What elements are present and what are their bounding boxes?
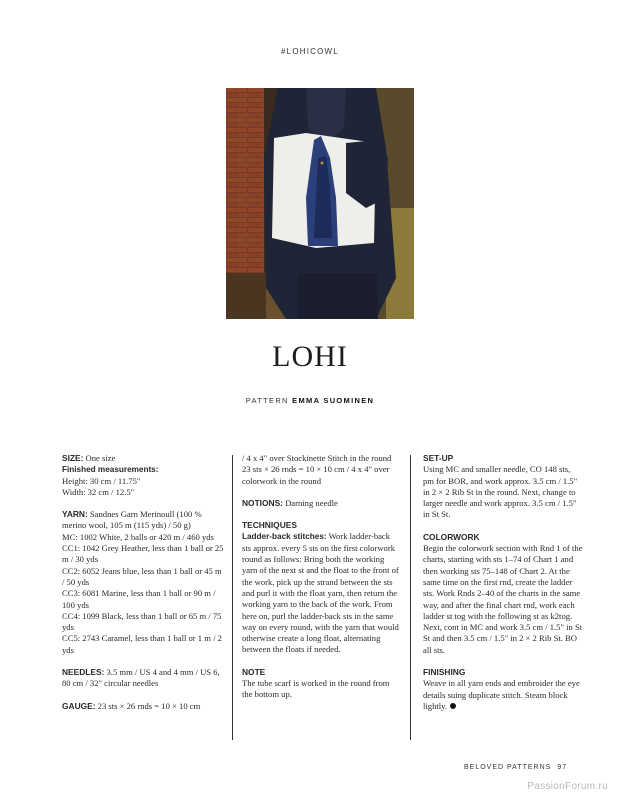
ladder-back-label: Ladder-back stitches: — [242, 532, 327, 542]
notions-value: Darning needle — [282, 497, 338, 508]
byline — [0, 396, 620, 405]
techniques-heading: TECHNIQUES — [242, 520, 297, 531]
colorwork-value: Begin the colorwork section with Rnd 1 of the charts, starting with sts 1–74 of Chart 1 and then working sts 75–148 of Chart 2. At the same time on the first rnd, create the ladder sts. Work Rnds 2–40 of the charts in the same way, and after the final chart rnd, work each ladder st tog with the following st as k2tog. Next, cont in MC and work 3.5 cm / 1.5" in St St and then 3.5 cm / 1.5" in 2 × 2 Rib St. BO all sts. — [423, 543, 583, 655]
gauge-continued-2: 23 sts × 26 rnds = 10 × 10 cm / 4 x 4" over colorwork in the round — [242, 464, 390, 486]
yarn-cc2: CC2: 6052 Jeans blue, less than 1 ball or 45 m / 50 yds — [62, 565, 222, 587]
column-3 — [423, 453, 583, 712]
gauge-continued-1: / 4 x 4" over Stockinette Stitch in the round — [242, 453, 392, 463]
yarn-cc4: CC4: 1099 Black, less than 1 ball or 65 m / 75 yds — [62, 610, 222, 633]
yarn-label: YARN: — [62, 509, 88, 520]
end-mark-icon — [450, 703, 456, 709]
finished-measurements-label: Finished measurements: — [62, 465, 159, 475]
gauge-label: GAUGE: — [62, 700, 96, 711]
setup-value: Using MC and smaller needle, CO 148 sts, pm for BOR, and work approx. 3.5 cm / 1.5" in 2 × 2 Rib St in the round. Next, change to larger needle and work approx. 3.5 cm / 1.5" in St St. — [423, 464, 578, 520]
yarn-cc5: CC5: 2743 Caramel, less than 1 ball or 1 m / 2 yds — [62, 633, 222, 655]
column-divider-right — [410, 455, 411, 740]
page-number: 97 — [557, 764, 568, 771]
size-value: One size — [83, 453, 116, 463]
yarn-mc: MC: 1002 White, 2 balls or 420 m / 460 yds — [62, 531, 214, 542]
needles-label: NEEDLES: — [62, 667, 105, 678]
width-value: Width: 32 cm / 12.5" — [62, 486, 135, 497]
column-2 — [242, 453, 400, 701]
column-divider-left — [232, 455, 233, 740]
note-value: The tube scarf is worked in the round from the bottom up. — [242, 678, 390, 700]
yarn-cc3: CC3: 6081 Marine, less than 1 ball or 90 m / 100 yds — [62, 588, 216, 610]
finishing-heading: FINISHING — [423, 667, 466, 678]
notions-label: NOTIONS: — [242, 497, 283, 508]
ladder-back-value: Work ladder-back sts approx. every 5 sts on the first colorwork round as follows: Bring both the working yarn of the next st and the float to the front of the work, pick up the strand between the sts and purl it with the float yarn, then return the working yarn to the back of the work. From here on, purl the ladder-back sts in the same way on every round, with the yarn that would otherwise create a long float, alternating between the floats if needed. — [242, 531, 399, 655]
height-value: Height: 30 cm / 11.75" — [62, 475, 141, 486]
designer-name: EMMA SUOMINEN — [292, 396, 375, 405]
yarn-cc1: CC1: 1042 Grey Heather, less than 1 ball or 25 m / 30 yds — [62, 543, 224, 565]
size-label: SIZE: — [62, 453, 84, 463]
photo-illustration — [226, 88, 414, 319]
gauge-value: 23 sts × 26 rnds = 10 × 10 cm — [95, 700, 201, 711]
note-heading: NOTE — [242, 666, 266, 677]
hashtag: #LOHICOWL — [281, 47, 339, 56]
setup-heading: SET-UP — [423, 453, 454, 463]
tube-scarf-photo — [226, 88, 414, 319]
column-1 — [62, 453, 224, 712]
pattern-title: LOHI — [272, 340, 348, 373]
needles-value: 3.5 mm / US 4 and 4 mm / US 6, 80 cm / 32" circular needles — [62, 667, 220, 689]
colorwork-heading: COLORWORK — [423, 531, 480, 542]
footer-section: BELOVED PATTERNS — [464, 764, 552, 771]
byline-prefix: PATTERN — [245, 396, 289, 405]
watermark: PassionForum.ru — [527, 781, 608, 792]
yarn-value: Sandnes Garn Merinoull (100 % merino wool, 105 m (115 yds) / 50 g) — [62, 509, 202, 531]
finishing-value: Weave in all yarn ends and embroider the eye details suing duplicate stitch. Steam block lightly. — [423, 678, 580, 711]
page-footer — [464, 764, 567, 771]
